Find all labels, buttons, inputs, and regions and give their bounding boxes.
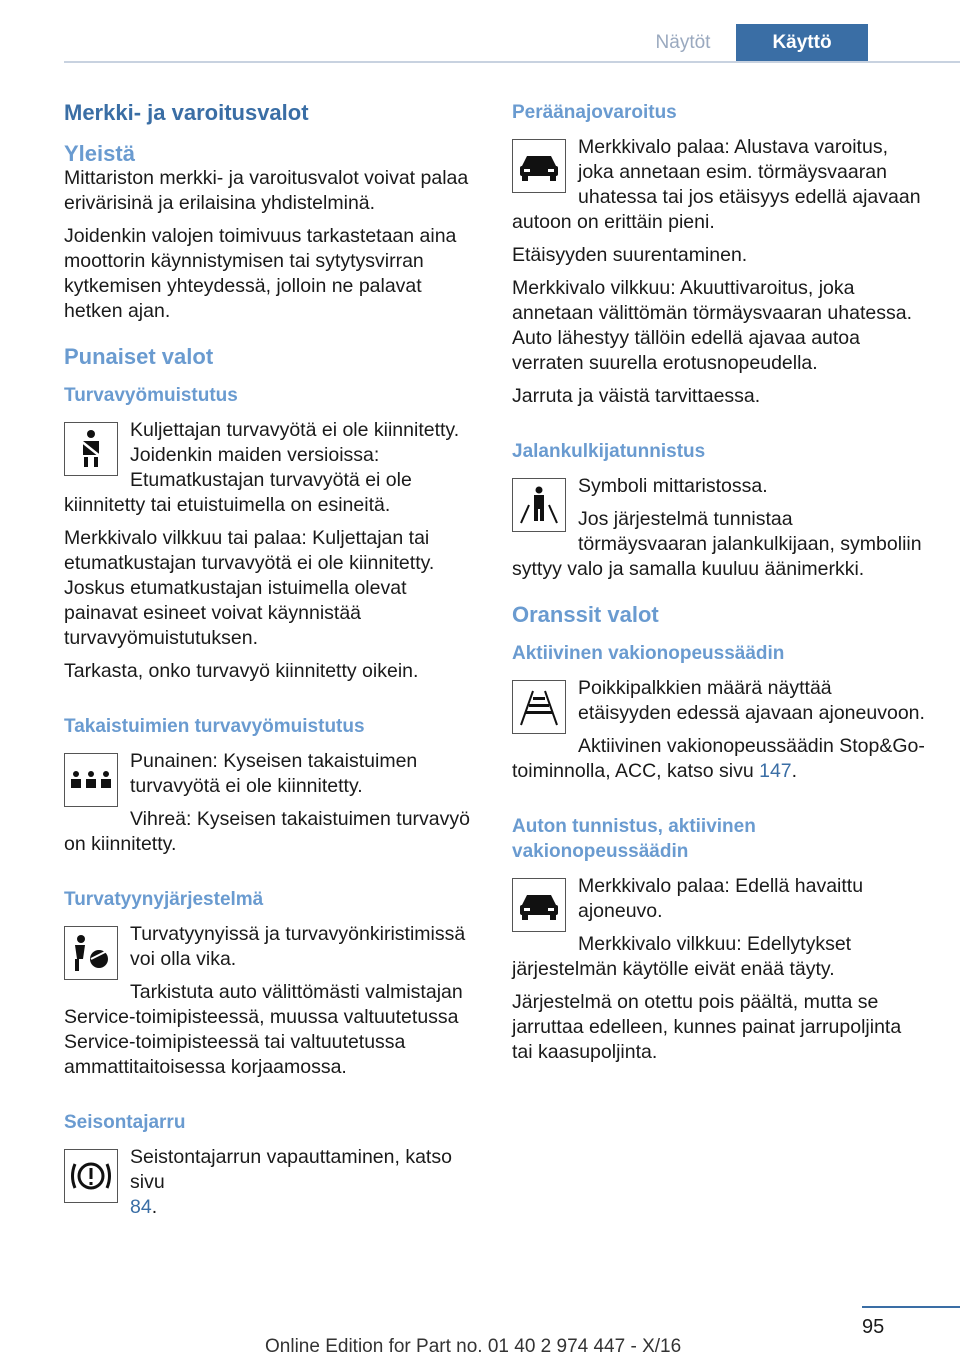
page-number: 95 [862, 1316, 885, 1338]
parking-brake-text: Seistontajarrun vapauttaminen, katso sivu [130, 1146, 452, 1193]
general-heading: Yleistä [64, 141, 135, 166]
collision-paragraph-2: Etäisyyden suurentaminen. [512, 244, 748, 266]
car-ahead-icon [512, 139, 566, 193]
rear-seatbelt-heading: Takaistuimien turvavyömuistutus [64, 716, 365, 737]
pedestrian-paragraph-1: Symboli mittaristossa. [578, 475, 768, 497]
tab-kaytto[interactable]: Käyttö [736, 24, 868, 62]
parking-brake-heading: Seisontajarru [64, 1112, 186, 1133]
page-link-147[interactable]: 147 [759, 760, 792, 782]
airbag-icon [64, 926, 118, 980]
general-paragraph-1: Mittariston merkki- ja varoitusvalot voivat palaa erivärisinä ja erilaisina yhdistelminä. [64, 167, 469, 214]
page-link-84[interactable]: 84 [130, 1196, 152, 1218]
header-divider [64, 61, 960, 63]
seatbelt-icon [64, 422, 118, 476]
car-paragraph-3: Järjestelmä on otettu pois päältä, mutta se jarruttaa edelleen, kunnes painat jarrupoljinta tai kaasupoljinta. [512, 991, 902, 1063]
car-detection-heading: Auton tunnistus, aktiivinen vakionopeussäädin [512, 816, 756, 862]
right-column [512, 100, 926, 1073]
collision-paragraph-1: Merkkivalo palaa: Alustava varoitus, joka annetaan esim. törmäysvaaran uhatessa tai jos etäisyys edellä ajavaan autoon on erittäin pieni. [512, 136, 921, 233]
acc-paragraph-1: Poikkipalkkien määrä näyttää etäisyyden edessä ajavaan ajoneuvoon. [578, 677, 925, 724]
distance-bars-icon [512, 680, 566, 734]
period: . [151, 1196, 158, 1218]
period: . [791, 760, 798, 782]
parking-brake-icon [64, 1149, 118, 1203]
chapter-tabs [630, 24, 868, 62]
collision-warning-heading: Peräänajovaroitus [512, 102, 677, 123]
collision-paragraph-4: Jarruta ja väistä tarvittaessa. [512, 385, 761, 407]
airbag-heading: Turvatyynyjärjestelmä [64, 889, 264, 910]
orange-lights-heading: Oranssit valot [512, 602, 659, 627]
seatbelt-paragraph-1: Kuljettajan turvavyötä ei ole kiinnitetty. Joidenkin maiden versioissa: Etumatkustajan turvavyötä ei ole kiinnitetty tai etuistuimella on esineitä. [64, 419, 460, 516]
pedestrian-heading: Jalankulkijatunnistus [512, 441, 706, 462]
pedestrian-icon [512, 478, 566, 532]
pedestrian-paragraph-2: Jos järjestelmä tunnistaa törmäysvaaran jalankulkijaan, symboliin syttyy valo ja samalla kuuluu äänimerkki. [512, 508, 922, 580]
acc-paragraph-2: Aktiivinen vakionopeussäädin Stop&Go-toiminnolla, ACC, katso sivu [512, 735, 925, 782]
car-paragraph-1: Merkkivalo palaa: Edellä havaittu ajoneuvo. [578, 875, 864, 922]
section-title: Merkki- ja varoitusvalot [64, 100, 309, 125]
tab-naytot[interactable]: Näytöt [630, 24, 736, 62]
rear-seatbelt-icon [64, 753, 118, 807]
vehicle-detected-icon [512, 878, 566, 932]
general-paragraph-2: Joidenkin valojen toimivuus tarkastetaan aina moottorin käynnistymisen tai sytytysvirran kytkemisen yhteydessä, jolloin ne palavat hetken ajan. [64, 225, 457, 322]
acc-heading: Aktiivinen vakionopeussäädin [512, 643, 785, 664]
left-column [64, 100, 478, 1228]
seatbelt-paragraph-3: Tarkasta, onko turvavyö kiinnitetty oikein. [64, 660, 419, 682]
seatbelt-heading: Turvavyömuistutus [64, 385, 238, 406]
car-paragraph-2: Merkkivalo vilkkuu: Edellytykset järjestelmän käytölle eivät enää täyty. [512, 933, 852, 980]
airbag-paragraph-2: Tarkistuta auto välittömästi valmistajan Service-toimipisteessä, muussa valtuutetussa Service-toimipisteessä tai valtuutetussa ammattitaitoisessa korjaamossa. [64, 981, 463, 1078]
rear-seatbelt-paragraph-2: Vihreä: Kyseisen takaistuimen turvavyö on kiinnitetty. [64, 808, 470, 855]
airbag-paragraph-1: Turvatyynyissä ja turvavyönkiristimissä voi olla vika. [130, 923, 466, 970]
collision-paragraph-3: Merkkivalo vilkkuu: Akuuttivaroitus, joka annetaan välittömän törmäysvaaran uhatessa. Auto lähestyy tällöin edellä ajavaa autoa verraten suurella erotusnopeudella. [512, 277, 912, 374]
edition-footer: Online Edition for Part no. 01 40 2 974 447 - X/16 [265, 1336, 682, 1357]
footer-divider [862, 1306, 960, 1308]
red-lights-heading: Punaiset valot [64, 344, 214, 369]
seatbelt-paragraph-2: Merkkivalo vilkkuu tai palaa: Kuljettajan tai etumatkustajan turvavyötä ei ole kiinnitetty. Joskus etumatkustajan istuimella olevat painavat esineet voivat käynnistää turvavyömuistutuksen. [64, 527, 435, 649]
rear-seatbelt-paragraph-1: Punainen: Kyseisen takaistuimen turvavyötä ei ole kiinnitetty. [130, 750, 418, 797]
